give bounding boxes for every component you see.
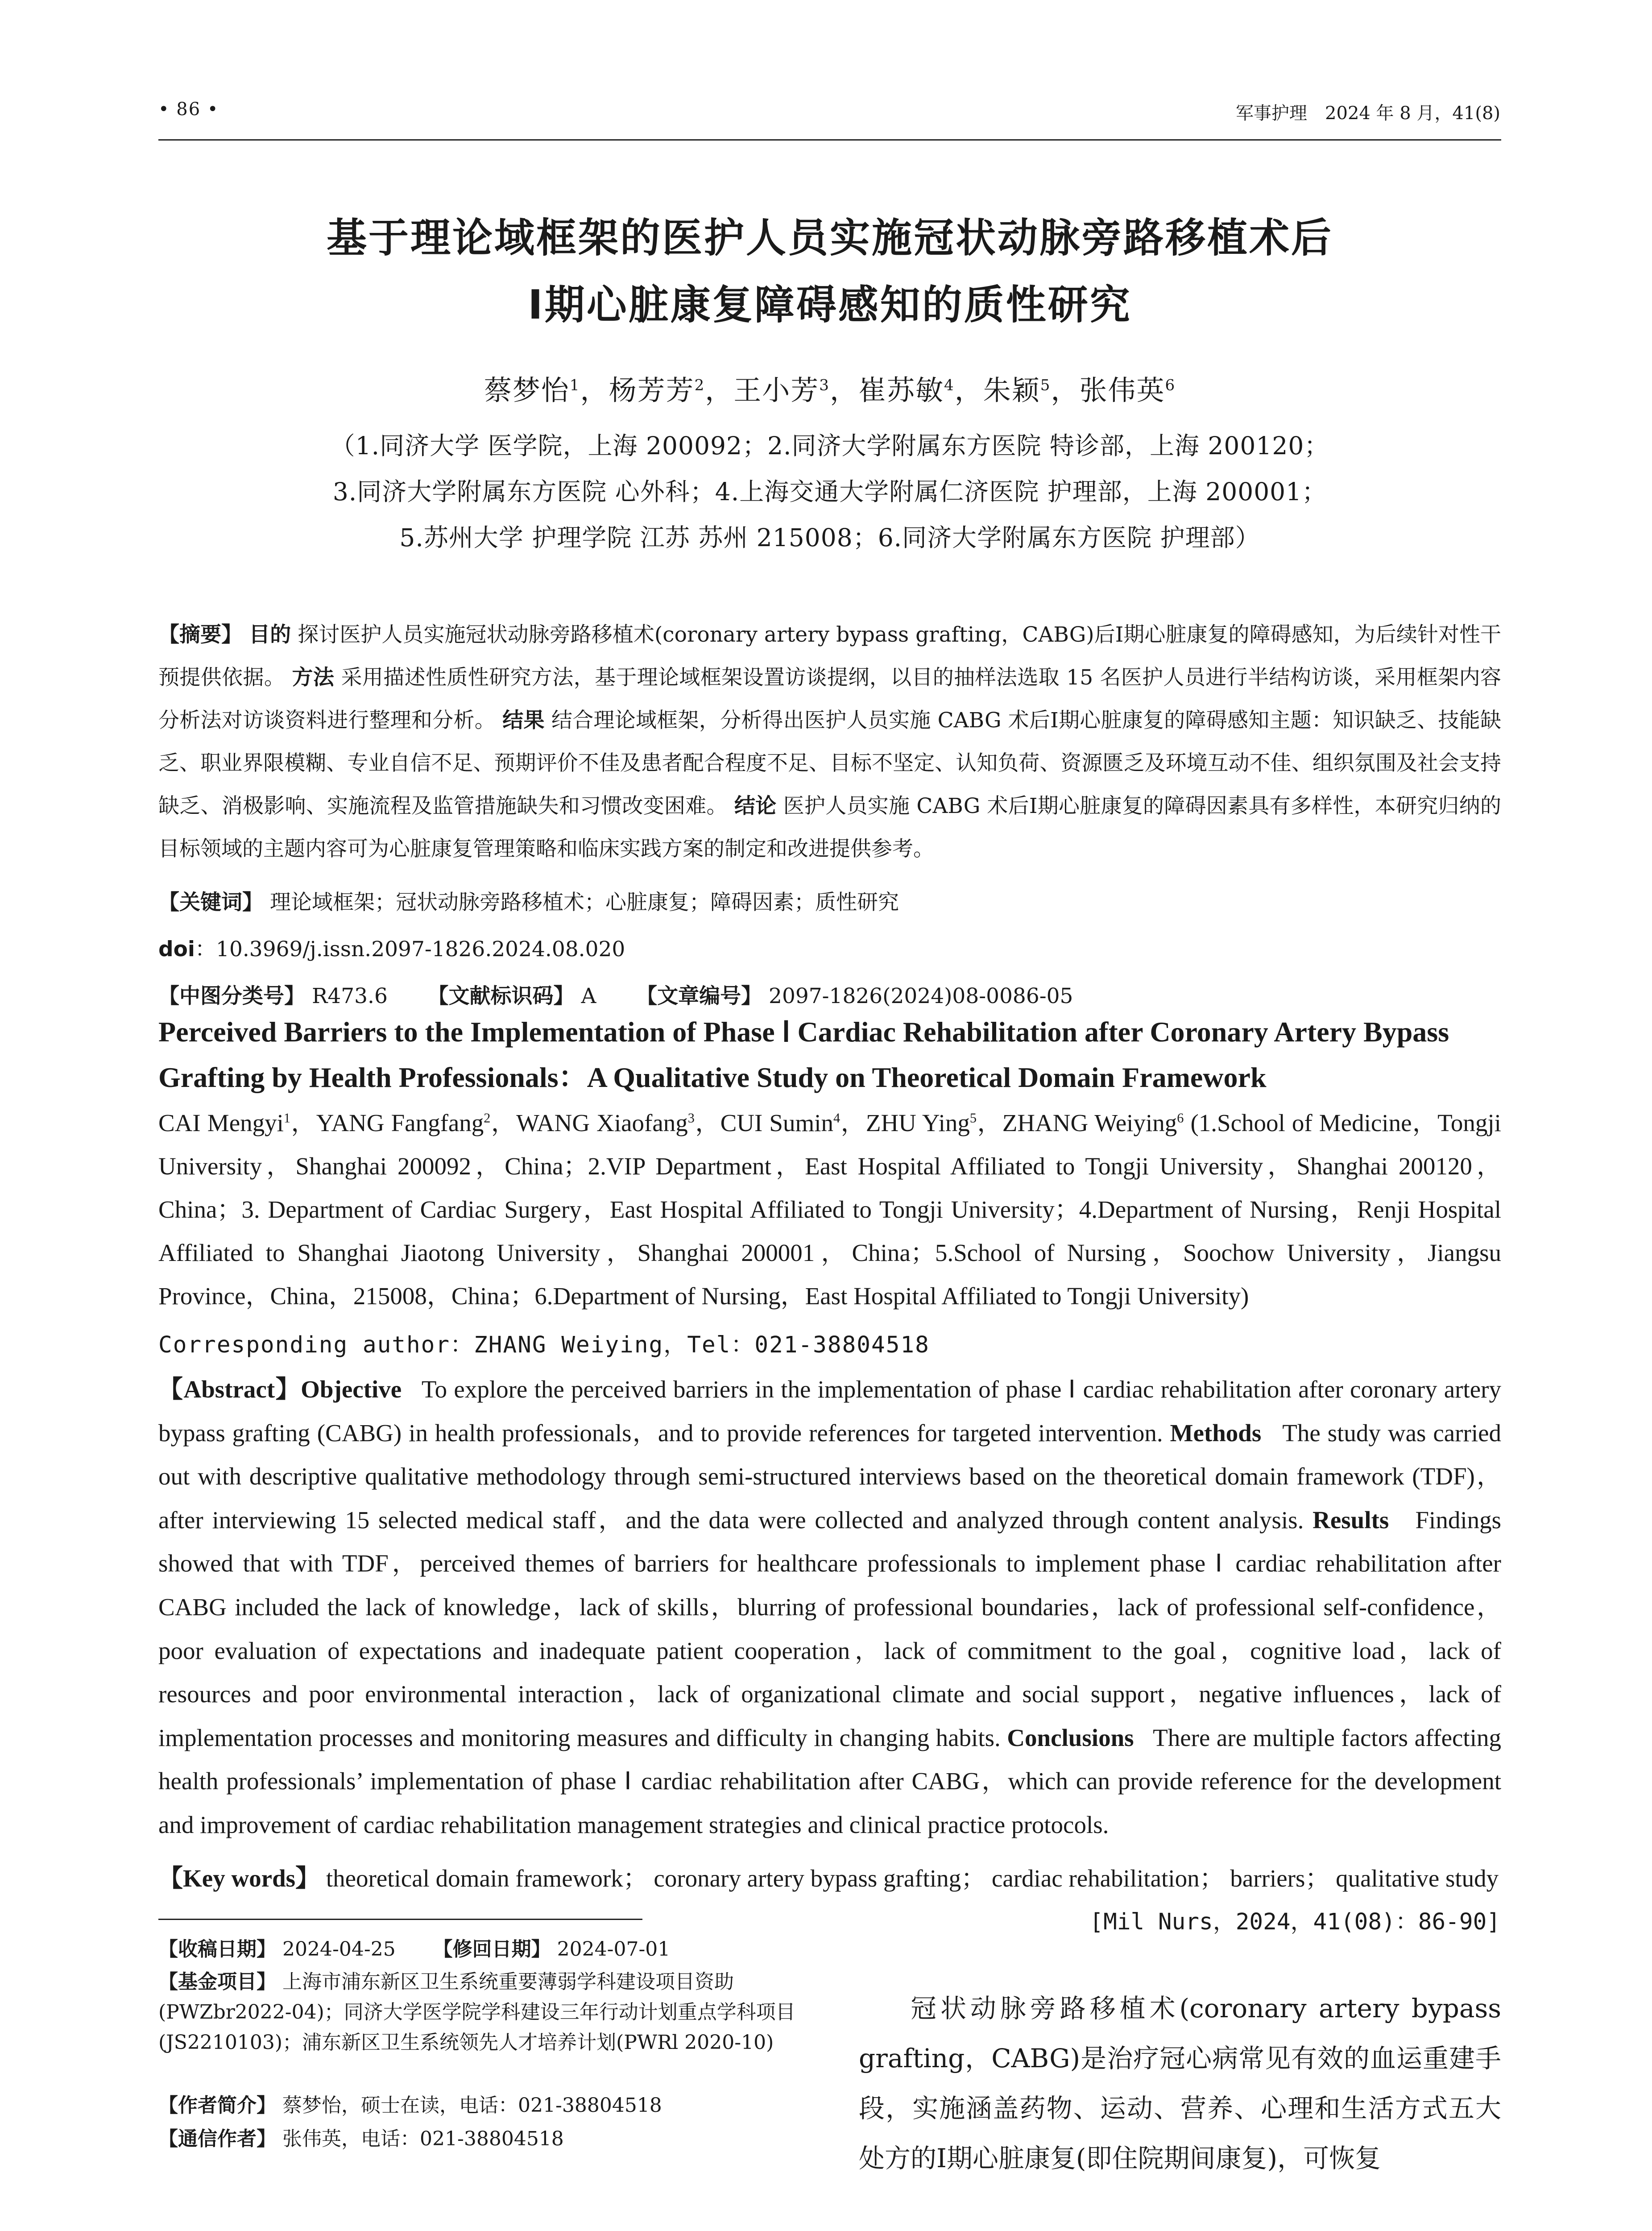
- received-date: 2024-04-25: [282, 1938, 396, 1961]
- footnote-rule: [158, 1919, 642, 1920]
- en-objective-label: Objective: [301, 1376, 402, 1403]
- english-abstract: [158, 1368, 1501, 1847]
- corresponding-author: Corresponding author：ZHANG Weiying，Tel：021-38804518: [158, 1332, 930, 1358]
- en-author-index: 1: [283, 1110, 291, 1126]
- author-bio-text: 蔡梦怡，硕士在读，电话：021-38804518: [282, 2094, 662, 2117]
- en-author-index: 3: [687, 1110, 695, 1126]
- author-affil-index: 3: [819, 376, 830, 394]
- corr-label: 【通信作者】: [158, 2127, 276, 2150]
- en-author-name: CAI Mengyi: [158, 1109, 284, 1136]
- keywords-text: 理论域框架；冠状动脉旁路移植术；心脏康复；障碍因素；质性研究: [269, 890, 899, 915]
- en-author-index: 5: [969, 1110, 977, 1126]
- en-results-text: Findings showed that with TDF，perceived themes of barriers for healthcare professionals to implement phase Ⅰ cardiac rehabilitation after CABG included the lack of knowledge，lack of skills，blurring of professional boundaries，lack of professional self-confidence，poor evaluation of expectations and inadequate patient cooperation，lack of commitment to the goal，cognitive load，lack of resources and poor environmental interaction，lack of organizational climate and social support，negative influences，lack of implementation processes and monitoring measures and difficulty in changing habits.: [158, 1506, 1502, 1751]
- author-bio-label: 【作者简介】: [158, 2094, 276, 2117]
- affiliation-line-3: 5.苏州大学 护理学院 江苏 苏州 215008；6.同济大学附属东方医院 护理部）: [399, 523, 1260, 552]
- en-abstract-label: 【Abstract】: [158, 1376, 301, 1403]
- footnote-author: [158, 2090, 823, 2121]
- clc-value: R473.6: [311, 984, 388, 1008]
- doi-label: doi: [158, 937, 195, 962]
- journal-info: 军事护理 2024 年 8 月，41(8): [1236, 103, 1500, 124]
- en-conclusions-label: Conclusions: [1007, 1724, 1134, 1751]
- en-keywords-label: 【Key words】: [158, 1865, 320, 1892]
- affiliation-line-1: （1.同济大学 医学院，上海 200092；2.同济大学附属东方医院 特诊部，上海 200120；: [330, 431, 1329, 460]
- en-author-name: YANG Fangfang: [316, 1109, 484, 1136]
- author-separator: ，: [954, 374, 983, 406]
- english-title-line-1: Perceived Barriers to the Implementation of Phase Ⅰ Cardiac Rehabilitation after Coronary Artery Bypass: [158, 1016, 1449, 1048]
- en-methods-text: The study was carried out with descriptive qualitative methodology through semi-structured interviews based on the theoretical domain framework (TDF)，after interviewing 15 selected medical staff，and the data were collected and analyzed through content analysis.: [158, 1419, 1502, 1534]
- author-affil-index: 5: [1040, 376, 1051, 394]
- en-objective-text: To explore the perceived barriers in the implementation of phase Ⅰ cardiac rehabilitation after coronary artery bypass grafting (CABG) in health professionals，and to provide references for targeted intervention.: [158, 1376, 1501, 1447]
- author-affil-index: 2: [694, 376, 705, 394]
- doi-value: ：10.3969/j.issn.2097-1826.2024.08.020: [195, 937, 625, 962]
- english-keywords: [158, 1858, 1501, 1894]
- citation: [Mil Nurs，2024，41(08)：86-90]: [1089, 1909, 1500, 1935]
- english-title-line-2: Grafting by Health Professionals：A Qualitative Study on Theoretical Domain Framework: [158, 1062, 1267, 1093]
- author-name: 杨芳芳: [609, 374, 695, 406]
- author-name: 朱颖: [983, 374, 1040, 406]
- author-name: 蔡梦怡: [484, 374, 570, 406]
- clc-label: 【中图分类号】: [158, 984, 305, 1008]
- en-results-label: Results: [1312, 1506, 1389, 1534]
- keywords-label: 【关键词】: [158, 890, 263, 915]
- english-affiliations: (1.School of Medicine，Tongji University，Shanghai 200092，China；2.VIP Department，East Hospital Affiliated to Tongji University，Shanghai 200120，China；3. Department of Cardiac Surgery，East Hospital Affiliated to Tongji University；4.Department of Nursing，Renji Hospital Affiliated to Shanghai Jiaotong University，Shanghai 200001，China；5.School of Nursing，Soochow University，Jiangsu Province，China，215008，China；6.Department of Nursing，East Hospital Affiliated to Tongji University): [158, 1109, 1501, 1310]
- author-separator: ，: [829, 374, 858, 406]
- results-text: 结合理论域框架，分析得出医护人员实施 CABG 术后Ⅰ期心脏康复的障碍感知主题：知识缺乏、技能缺乏、职业界限模糊、专业自信不足、预期评价不佳及患者配合程度不足、目标不坚定、认知负荷、资源匮乏及环境互动不佳、组织氛围及社会支持缺乏、消极影响、实施流程及监管措施缺失和习惯改变困难。: [158, 708, 1502, 818]
- author-separator: ，: [705, 374, 734, 406]
- author-name: 王小芳: [733, 374, 820, 406]
- en-author-name: ZHANG Weiying: [1002, 1109, 1177, 1136]
- corr-text: 张伟英，电话：021-38804518: [282, 2127, 564, 2150]
- author-name: 崔苏敏: [858, 374, 944, 406]
- en-author-name: CUI Sumin: [720, 1109, 834, 1136]
- body-paragraph: 冠状动脉旁路移植术(coronary artery bypass grafting，CABG)是治疗冠心病常见有效的血运重建手段，实施涵盖药物、运动、营养、心理和生活方式五大处方的Ⅰ期心脏康复(即住院期间康复)，可恢复: [859, 1993, 1501, 2173]
- results-label: 结果: [502, 708, 545, 733]
- doc-code-label: 【文献标识码】: [427, 984, 575, 1008]
- en-author-name: WANG Xiaofang: [516, 1109, 688, 1136]
- revised-label: 【修回日期】: [433, 1938, 551, 1961]
- en-author-index: 6: [1177, 1110, 1184, 1126]
- fund-text: 上海市浦东新区卫生系统重要薄弱学科建设项目资助(PWZbr2022-04)；同济大学医学院学科建设三年行动计划重点学科项目(JS2210103)；浦东新区卫生系统领先人才培养计划(PWRl 2020-10): [158, 1970, 795, 2054]
- header-rule: [158, 139, 1501, 141]
- abstract-label: 【摘要】: [158, 622, 243, 647]
- article-number-label: 【文章编号】: [636, 984, 762, 1008]
- english-authors: CAI Mengyi$^1$，YANG Fangfang$^2$，WANG Xiaofang$^3$，CUI Sumin$^4$，ZHU Ying$^5$，ZHANG Weiying$^6$ (1.School of Medicine，Tongji University，Shanghai 200092，China；2.VIP Department，East Hospital Affiliated to Tongji University，Shanghai 200120，China；3. Department of Cardiac Surgery，East Hospital Affiliated to Tongji University；4.Department of Nursing，Renji Hospital Affiliated to Shanghai Jiaotong University，Shanghai 200001，China；5.School of Nursing，Soochow University，Jiangsu Province，China，215008，China；6.Department of Nursing，East Hospital Affiliated to Tongji University): [158, 1109, 1501, 1310]
- chinese-keywords: [158, 881, 1501, 924]
- conclusion-label: 结论: [734, 794, 777, 818]
- author-separator: ，: [580, 374, 609, 406]
- en-conclusions-text: There are multiple factors affecting health professionals’ implementation of phase Ⅰ cardiac rehabilitation after CABG，which can provide reference for the development and improvement of cardiac rehabilitation management strategies and clinical practice protocols.: [158, 1724, 1501, 1838]
- chinese-abstract: [158, 614, 1501, 871]
- objective-text: 探讨医护人员实施冠状动脉旁路移植术(coronary artery bypass grafting，CABG)后Ⅰ期心脏康复的障碍感知，为后续针对性干预提供依据。: [158, 622, 1501, 690]
- en-author-index: 4: [833, 1110, 840, 1126]
- en-author-name: ZHU Ying: [865, 1109, 970, 1136]
- objective-label: 目的: [249, 622, 291, 647]
- author-separator: ，: [1051, 374, 1080, 406]
- author-affil-index: 1: [569, 376, 580, 394]
- en-author-index: 2: [484, 1110, 491, 1126]
- doi-line: [158, 928, 1501, 971]
- author-name: 张伟英: [1079, 374, 1165, 406]
- author-affil-index: 4: [944, 376, 955, 394]
- doc-code-value: A: [581, 984, 596, 1008]
- page-number: • 86 •: [158, 99, 219, 120]
- methods-label: 方法: [292, 665, 335, 690]
- footnote-corresponding: [158, 2124, 823, 2154]
- revised-date: 2024-07-01: [557, 1938, 671, 1961]
- footnote-dates: [158, 1934, 823, 1965]
- author-list: [158, 368, 1501, 408]
- en-keywords-text: theoretical domain framework； coronary artery bypass grafting； cardiac rehabilitation； barriers； qualitative study: [326, 1865, 1499, 1892]
- affiliation-line-2: 3.同济大学附属东方医院 心外科；4.上海交通大学附属仁济医院 护理部，上海 200001；: [332, 477, 1327, 506]
- methods-text: 采用描述性质性研究方法，基于理论域框架设置访谈提纲，以目的抽样法选取 15 名医护人员进行半结构访谈，采用框架内容分析法对访谈资料进行整理和分析。: [158, 665, 1501, 733]
- fund-label: 【基金项目】: [158, 1970, 276, 1993]
- article-number-value: 2097-1826(2024)08-0086-05: [769, 984, 1073, 1008]
- footnote-fund: [158, 1967, 823, 2058]
- article-title-line-1: 基于理论域框架的医护人员实施冠状动脉旁路移植术后: [327, 215, 1333, 261]
- conclusion-text: 医护人员实施 CABG 术后Ⅰ期心脏康复的障碍因素具有多样性，本研究归纳的目标领域的主题内容可为心脏康复管理策略和临床实践方案的制定和改进提供参考。: [158, 794, 1502, 861]
- article-title-line-2: Ⅰ期心脏康复障碍感知的质性研究: [528, 282, 1132, 328]
- received-label: 【收稿日期】: [158, 1938, 276, 1961]
- en-methods-label: Methods: [1170, 1419, 1262, 1447]
- author-affil-index: 6: [1165, 376, 1176, 394]
